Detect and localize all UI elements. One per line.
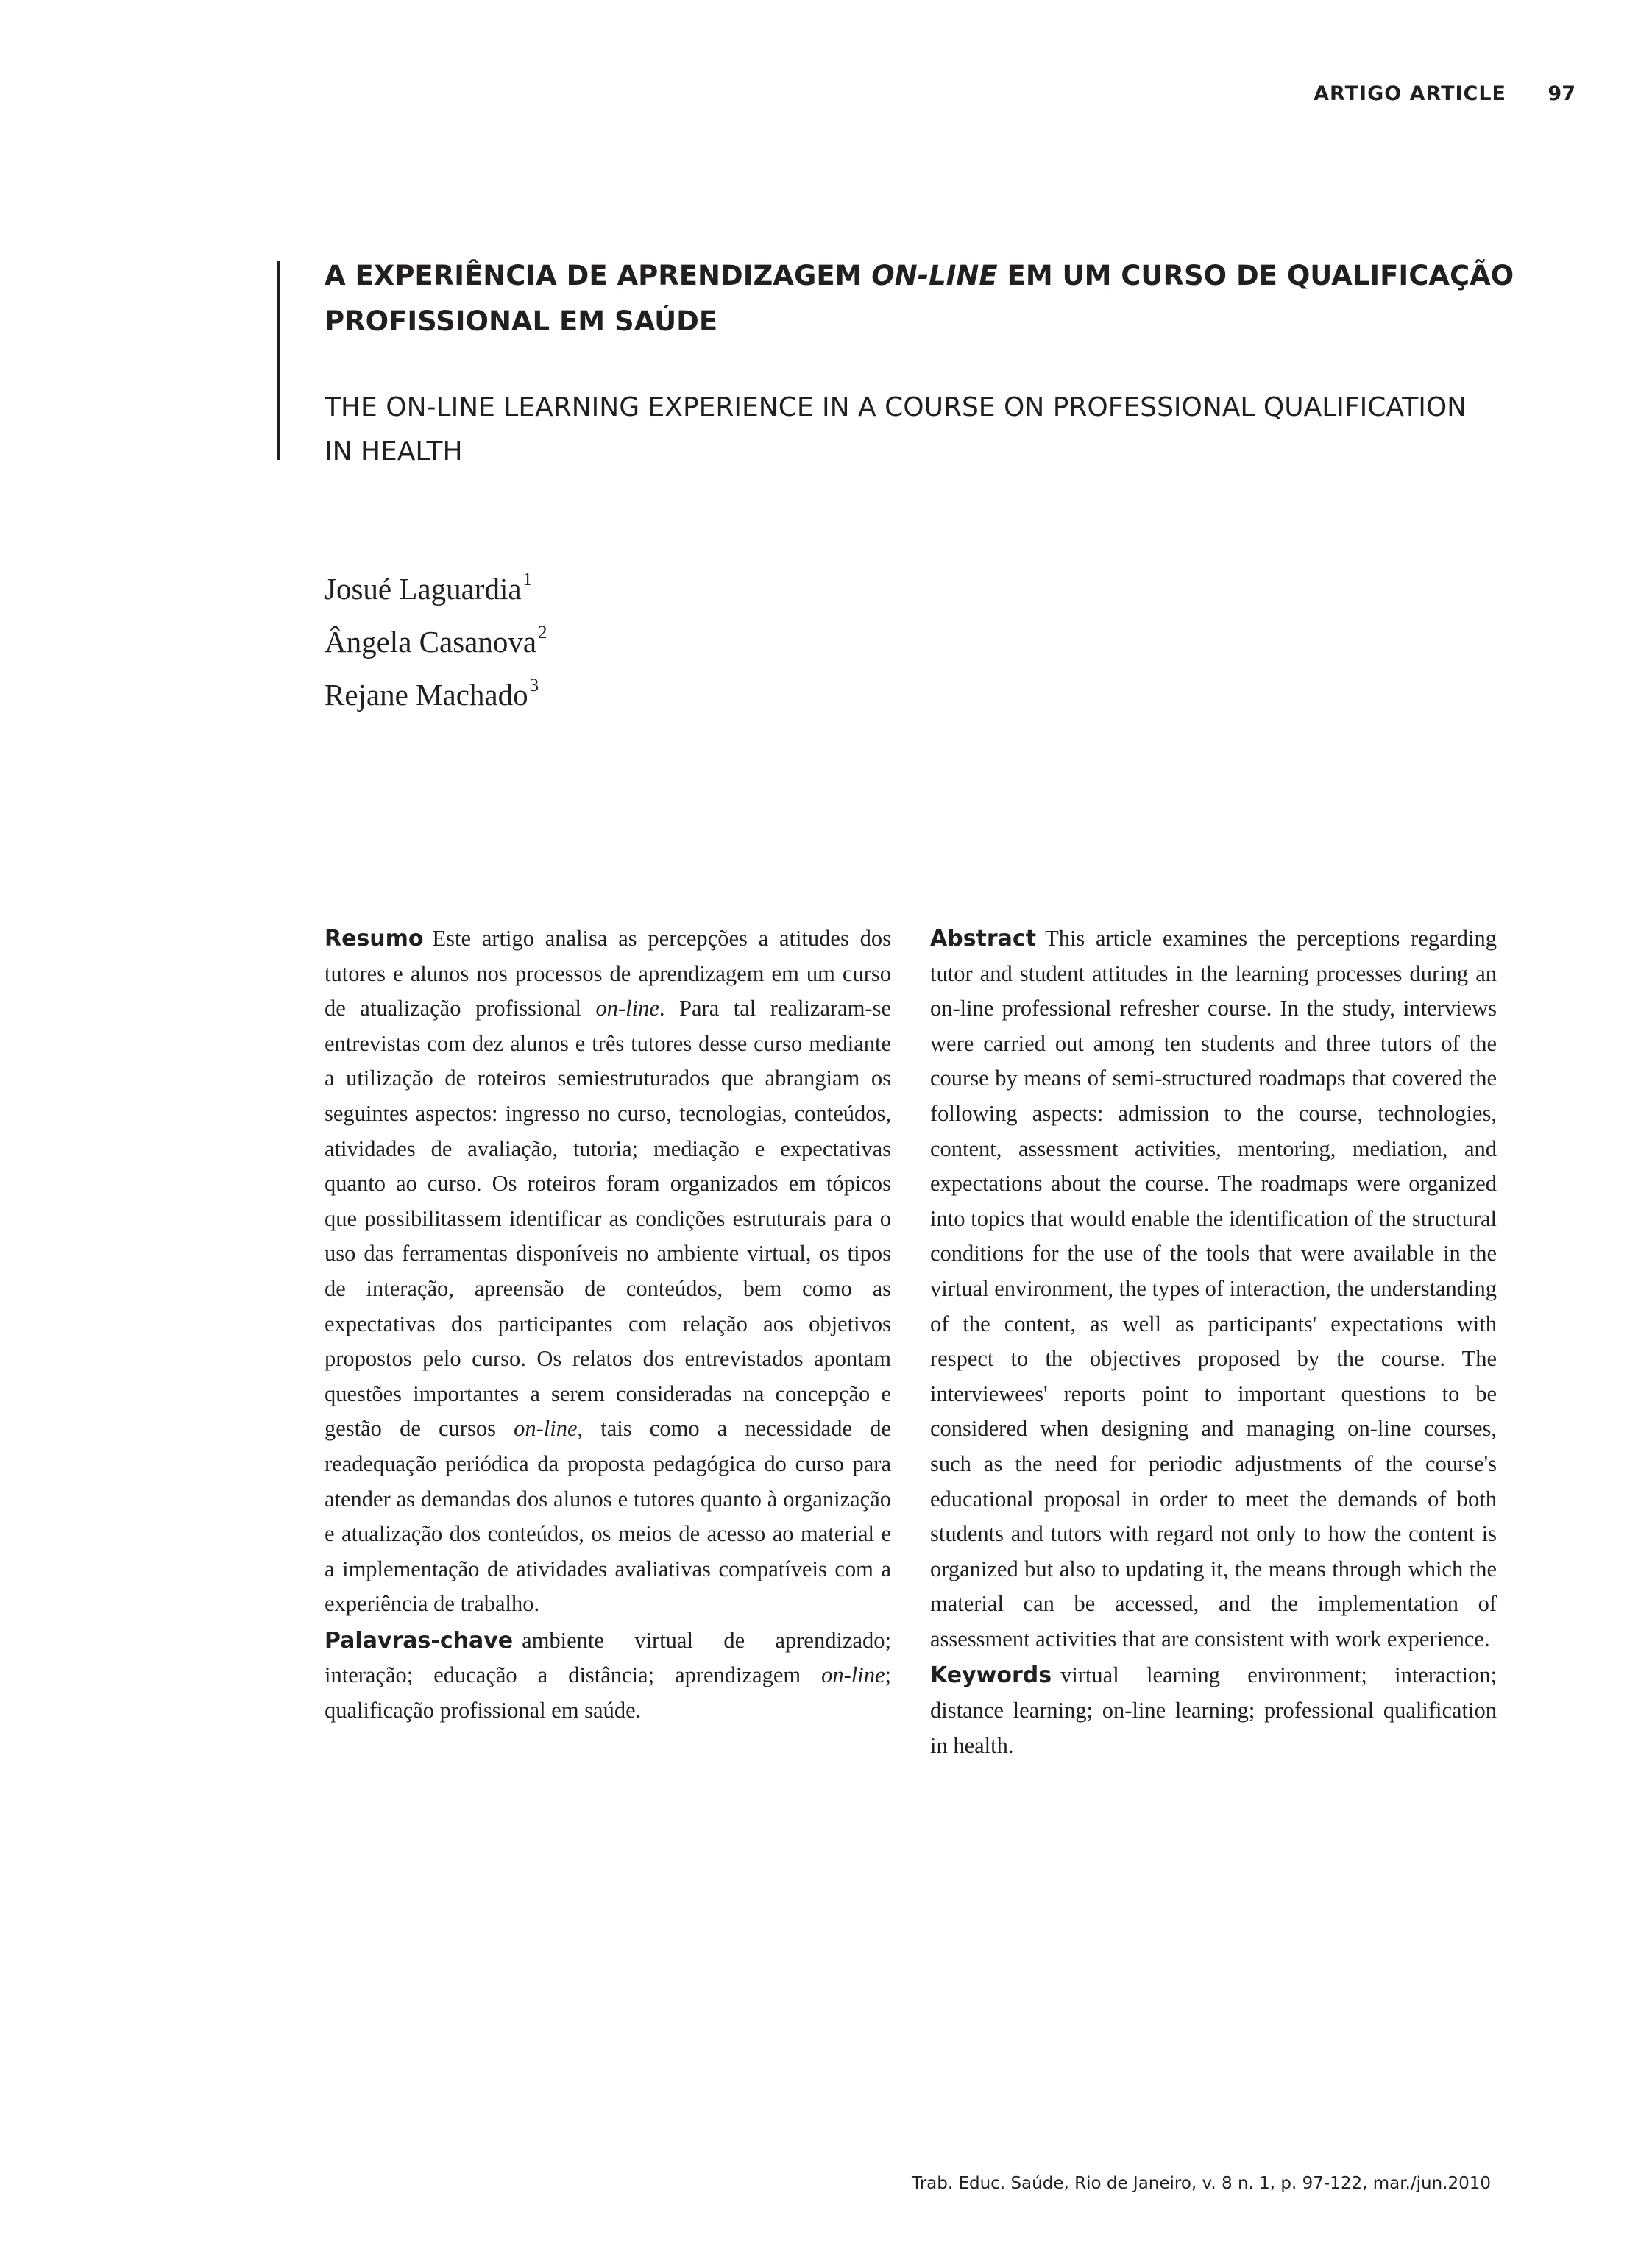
title-portuguese-part2: EM UM CURSO DE QUALIFICAÇÃO PROFISSIONAL EM SAÚDE <box>325 260 1514 337</box>
page-number: 97 <box>1548 82 1575 105</box>
resumo-italic-2: on-line <box>514 1416 578 1442</box>
author-affiliation-marker: 1 <box>522 570 533 589</box>
author <box>325 558 547 611</box>
keywords-heading: Keywords <box>930 1662 1052 1689</box>
running-head <box>0 82 1652 112</box>
title-rule <box>277 261 280 460</box>
resumo-italic-1: on-line <box>595 996 659 1021</box>
resumo-text-1: Este artigo analisa as percepções a atitudes dos tutores e alunos nos processos de aprendizagem em um curso de atualização profissional <box>325 926 891 1021</box>
resumo-text-2: . Para tal realizaram-se entrevistas com dez alunos e três tutores desse curso mediante a utilização de roteiros semiestruturados que abrangiam os seguintes aspectos: ingresso no curso, tecnologias, conteúdos, atividades de avaliação, tutoria; mediação e expectativas quanto ao curso. Os roteiros foram organizados em tópicos que possibilitassem identificar as condições estruturais para o uso das ferramentas disponíveis no ambiente virtual, os tipos de interação, apreensão de conteúdos, bem como as expectativas dos participantes com relação aos objetivos propostos pelo curso. Os relatos dos entrevistados apontam questões importantes a serem consideradas na concepção e gestão de cursos <box>325 996 891 1442</box>
title-portuguese <box>325 253 1517 344</box>
resumo-heading: Resumo <box>325 926 424 952</box>
title-portuguese-italic: ON-LINE <box>871 260 998 291</box>
keywords-text: virtual learning environment; interaction; distance learning; on-line learning; professional qualification in health. <box>930 1662 1497 1758</box>
resumo-column <box>325 921 891 1729</box>
resumo-text-3: , tais como a necessidade de readequação periódica da proposta pedagógica do curso para atender as demandas dos alunos e tutores quanto à organização e atualização dos conteúdos, os meios de acesso ao material e a implementação de atividades avaliativas compatíveis com a experiência de trabalho. <box>325 1416 892 1617</box>
keywords-paragraph <box>930 1658 1497 1763</box>
abstract-heading: Abstract <box>930 926 1037 952</box>
author <box>325 664 547 717</box>
section-label: ARTIGO ARTICLE <box>1314 82 1506 105</box>
palavras-chave-heading: Palavras-chave <box>325 1627 514 1654</box>
palavras-chave-paragraph <box>325 1623 891 1729</box>
author-name: Ângela Casanova <box>325 625 537 659</box>
author-affiliation-marker: 3 <box>529 676 539 695</box>
author-name: Rejane Machado <box>325 678 528 712</box>
resumo-paragraph <box>325 921 891 1622</box>
title-english: THE ON-LINE LEARNING EXPERIENCE IN A COURSE ON PROFESSIONAL QUALIFICATION IN HEALTH <box>325 392 1467 467</box>
title-portuguese-part1: A EXPERIÊNCIA DE APRENDIZAGEM <box>325 260 872 291</box>
abstract-text: This article examines the perceptions regarding tutor and student attitudes in the learning processes during an on-line professional refresher course. In the study, interviews were carried out among ten students and three tutors of the course by means of semi-structured roadmaps that covered the following aspects: admission to the course, technologies, content, assessment activities, mentoring, mediation, and expectations about the course. The roadmaps were organized into topics that would enable the identification of the structural conditions for the use of the tools that were available in the virtual environment, the types of interaction, the understanding of the content, as well as participants' expectations with respect to the objectives proposed by the course. The interviewees' reports point to important questions to be considered when designing and managing on-line courses, such as the need for periodic adjustments of the course's educational proposal in order to meet the demands of both students and tutors with regard not only to how the content is organized but also to updating it, the means through which the material can be accessed, and the implementation of assessment activities that are consistent with work experience. <box>930 926 1497 1651</box>
author <box>325 611 547 664</box>
abstract-column <box>930 921 1497 1763</box>
palavras-chave-text-2: ; qualificação profissional em saúde. <box>325 1662 891 1724</box>
palavras-chave-text-1: ambiente virtual de aprendizado; interação; educação a distância; aprendizagem <box>325 1627 891 1688</box>
author-name: Josué Laguardia <box>325 572 522 606</box>
footer-citation: Trab. Educ. Saúde, Rio de Janeiro, v. 8 n. 1, p. 97-122, mar./jun.2010 <box>912 2174 1491 2193</box>
author-list <box>325 558 547 717</box>
author-affiliation-marker: 2 <box>538 623 547 642</box>
palavras-chave-italic: on-line <box>821 1662 885 1688</box>
abstract-paragraph <box>930 921 1497 1657</box>
